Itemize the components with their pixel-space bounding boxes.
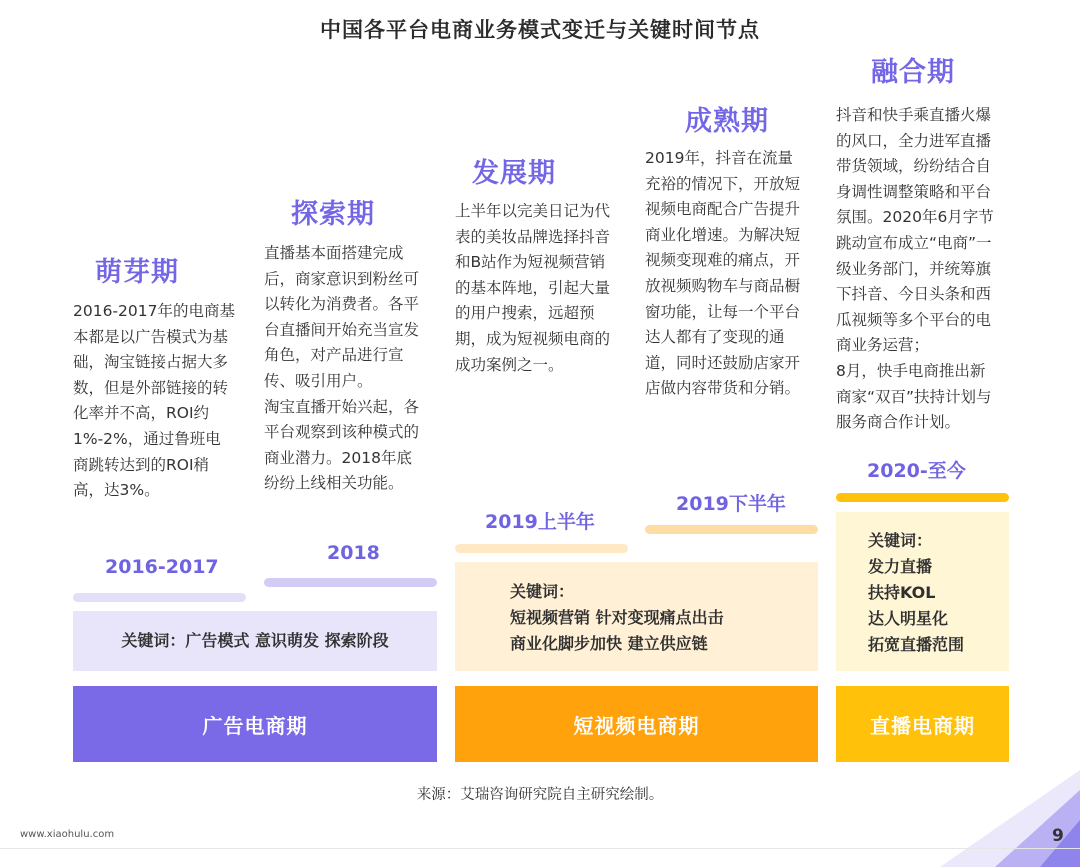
keywords-live-text: 关键词： 发力直播 扶持KOL 达人明星化 拓宽直播范围 bbox=[868, 531, 965, 654]
phase-desc-explore: 直播基本面搭建完成 后，商家意识到粉丝可 以转化为消费者。各平 台直播间开始充当宣发 角色，对产品进行宣 传、吸引用户。 淘宝直播开始兴起，各 平台观察到该种模式的 商业潜力。2018年底 纷纷上线相关功能。 bbox=[264, 244, 420, 493]
page-title: 中国各平台电商业务模式变迁与关键时间节点 bbox=[320, 18, 760, 42]
phase-title-explore: 探索期 bbox=[291, 199, 375, 230]
phase-desc-develop: 上半年以完美日记为代 表的美妆品牌选择抖音 和B站作为短视频营销 的基本阵地，引起大量 的用户搜索，远超预 期，成为短视频电商的 成功案例之一。 bbox=[455, 202, 611, 374]
source-note: 来源：艾瑞咨询研究院自主研究绘制。 bbox=[416, 787, 664, 803]
year-label-2016-2017: 2016-2017 bbox=[105, 556, 219, 578]
phase-desc-merge: 抖音和快手乘直播火爆 的风口，全力进军直播 带货领域，纷纷结合自 身调性调整策略和平台 氛围。2020年6月字节 跳动宣布成立“电商”一 级业务部门，并统筹旗 下抖音、今日头条和西 瓜视频等多个平台的电 商业务运营； 8月，快手电商推出新 商家“双百”扶持计划与 服务商合作计划。 bbox=[836, 106, 994, 432]
phase-title-mature: 成熟期 bbox=[685, 106, 769, 137]
timeline-bar-2019-h1 bbox=[455, 544, 628, 553]
timeline-bar-2019-h2 bbox=[645, 525, 818, 534]
phase-title-develop: 发展期 bbox=[472, 158, 556, 189]
phase-desc-mature: 2019年，抖音在流量 充裕的情况下，开放短 视频电商配合广告提升 商业化增速。为解决短 视频变现难的痛点，开 放视频购物车与商品橱 窗功能，让每一个平台 达人都有了变现的通 道，同时还鼓励店家开 店做内容带货和分销。 bbox=[645, 149, 801, 398]
era-band-live bbox=[836, 686, 1009, 762]
website-url: www.xiaohulu.com bbox=[20, 829, 115, 840]
timeline-bar-2018 bbox=[264, 578, 437, 587]
timeline-bar-2020-now bbox=[836, 493, 1009, 502]
corner-decoration bbox=[900, 760, 1080, 867]
keywords-ad-text: 关键词：广告模式 意识萌发 探索阶段 bbox=[121, 631, 389, 650]
year-label-2019-h1: 2019上半年 bbox=[485, 511, 595, 533]
era-band-ad bbox=[73, 686, 437, 762]
era-label-short-video: 短视频电商期 bbox=[573, 713, 700, 738]
timeline-bar-2016-2017 bbox=[73, 593, 246, 602]
phase-title-merge: 融合期 bbox=[871, 57, 955, 88]
year-label-2020-now: 2020-至今 bbox=[867, 460, 966, 482]
phase-desc-sprout: 2016-2017年的电商基 本都是以广告模式为基 础，淘宝链接占据大多 数，但是外部链接的转 化率并不高，ROI约 1%-2%，通过鲁班电 商跳转达到的ROI稍 高，达3%。 bbox=[73, 302, 235, 500]
era-label-ad: 广告电商期 bbox=[202, 713, 308, 738]
phase-title-sprout: 萌芽期 bbox=[95, 257, 179, 288]
year-label-2019-h2: 2019下半年 bbox=[676, 493, 786, 515]
era-band-short-video bbox=[455, 686, 818, 762]
keywords-short-video-text: 关键词： 短视频营销 针对变现痛点出击 商业化脚步加快 建立供应链 bbox=[510, 582, 724, 653]
era-label-live: 直播电商期 bbox=[870, 713, 975, 738]
keywords-box-short-video bbox=[455, 562, 818, 671]
footer-divider bbox=[0, 848, 1080, 849]
keywords-box-live bbox=[836, 512, 1009, 671]
page-number: 9 bbox=[1052, 826, 1064, 846]
keywords-box-ad bbox=[73, 611, 437, 671]
year-label-2018: 2018 bbox=[327, 542, 380, 564]
